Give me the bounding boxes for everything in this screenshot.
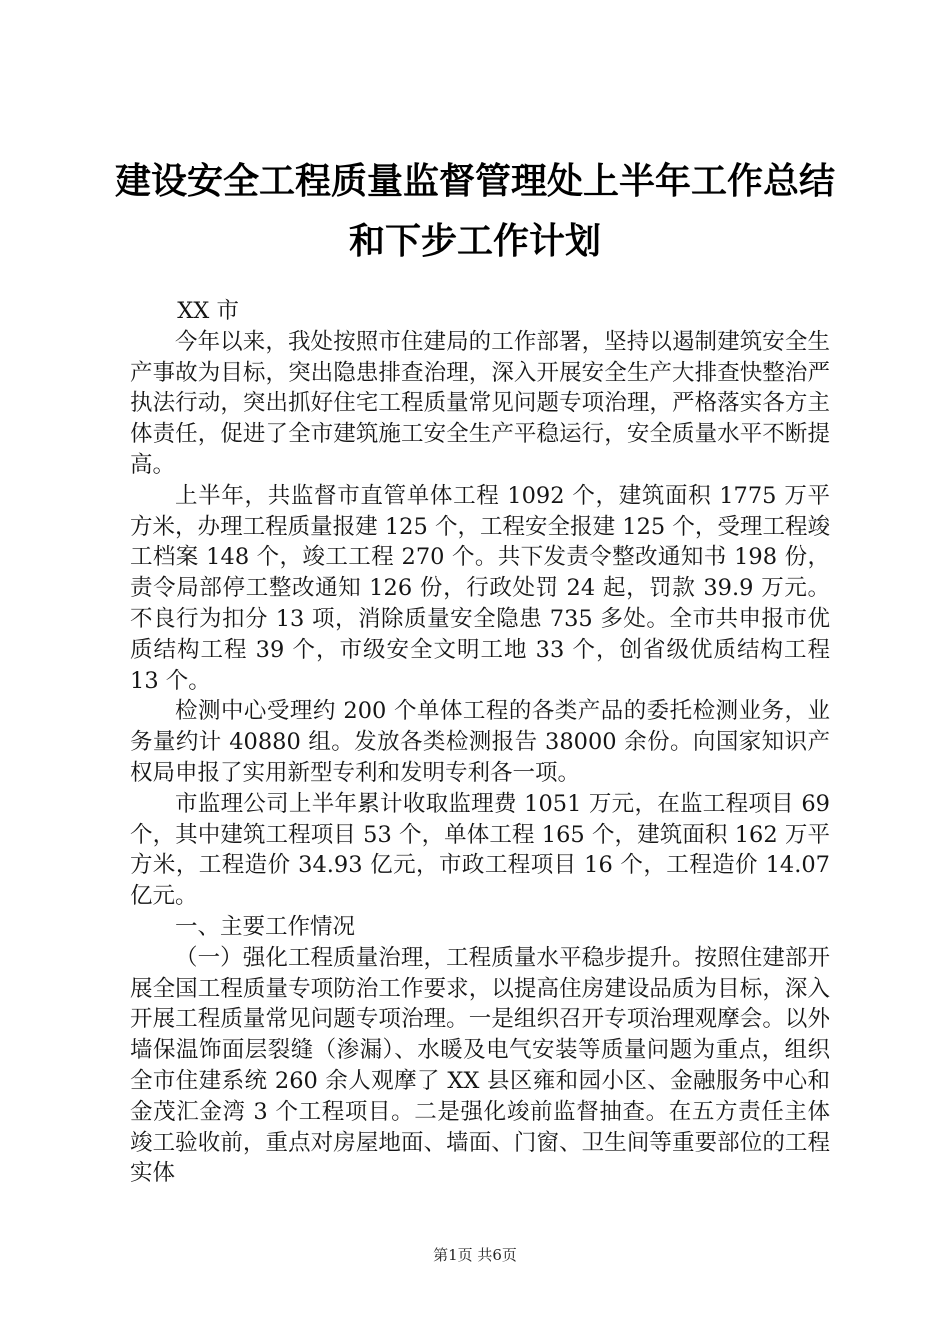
paragraph-quality-governance: （一）强化工程质量治理，工程质量水平稳步提升。按照住建部开展全国工程质量专项防治工作要求，以提高住房建设品质为目标，深入开展工程质量常见问题专项治理。一是组织召开专项治理观摩会。以外墙保温饰面层裂缝（渗漏）、水暖及电气安装等质量问题为重点，组织全市住建系统 260 余人观摩了 XX 县区雍和园小区、金融服务中心和金茂汇金湾 3 个工程项目。二是强化竣前监督抽查。在五方责任主体竣工验收前，重点对房屋地面、墙面、门窗、卫生间等重要部位的工程实体: [130, 944, 830, 1187]
document-body: [130, 296, 830, 1189]
paragraph-intro: 今年以来，我处按照市住建局的工作部署，坚持以遏制建筑安全生产事故为目标，突出隐患排查治理，深入开展安全生产大排查快整治严执法行动，突出抓好住宅工程质量常见问题专项治理，严格落实各方主体责任，促进了全市建筑施工安全生产平稳运行，安全质量水平不断提高。: [130, 328, 830, 478]
city-name: XX 市: [177, 298, 239, 324]
section-heading-main-work: 一、主要工作情况: [175, 913, 356, 940]
paragraph-testing-center: 检测中心受理约 200 个单体工程的各类产品的委托检测业务，业务量约计 40880 组。发放各类检测报告 38000 余份。向国家知识产权局申报了实用新型专利和发明专利各一项。: [130, 698, 830, 786]
document-title-line-2: 和下步工作计划: [348, 221, 601, 262]
paragraph-statistics: 上半年，共监督市直管单体工程 1092 个，建筑面积 1775 万平方米，办理工程质量报建 125 个，工程安全报建 125 个，受理工程竣工档案 148 个，竣工工程 270 个。共下发责令整改通知书 198 份，责令局部停工整改通知 126 份，行政处罚 24 起，罚款 39.9 万元。不良行为扣分 13 项，消除质量安全隐患 735 多处。全市共申报市优质结构工程 39 个，市级安全文明工地 33 个，创省级优质结构工程 13 个。: [130, 482, 830, 694]
document-title-line-1: 建设安全工程质量监督管理处上半年工作总结: [114, 161, 835, 202]
paragraph-supervision-company: 市监理公司上半年累计收取监理费 1051 万元，在监工程项目 69 个，其中建筑工程项目 53 个，单体工程 165 个，建筑面积 162 万平方米，工程造价 34.93 亿元，市政工程项目 16 个，工程造价 14.07 亿元。: [130, 790, 830, 910]
page-footer: 第1页 共6页: [433, 1246, 517, 1264]
